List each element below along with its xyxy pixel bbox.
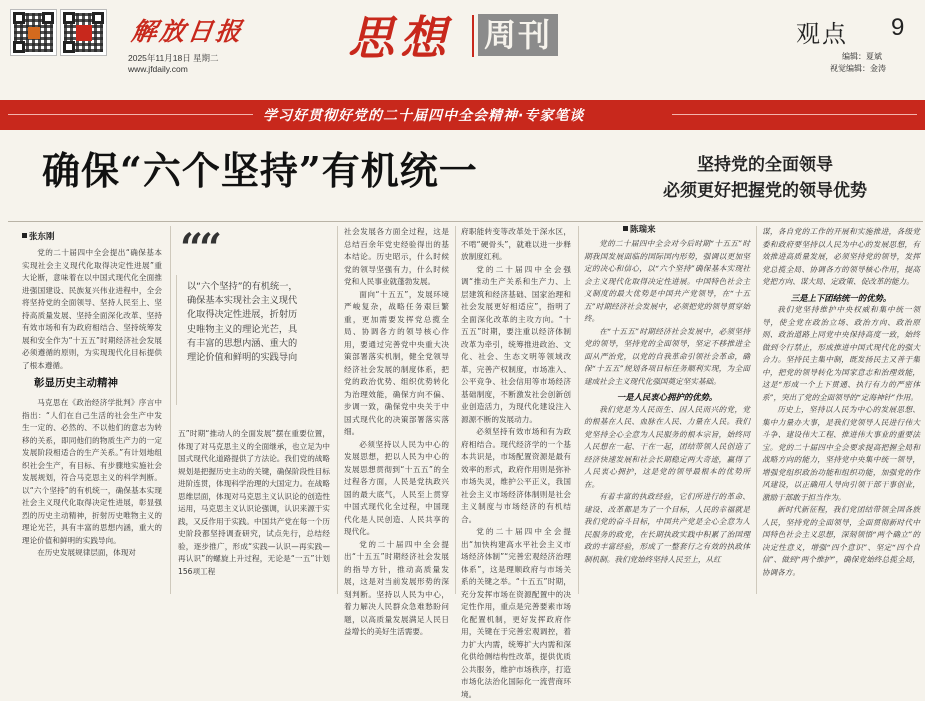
paragraph: 马克思在《政治经济学批判》序言中指出：“人们在自己生活的社会生产中发生一定的、必然的、不以他们的意志为转移的关系，即同他们的物质生产力的一定发展阶段相适合的生产关系。”有计划地组织社会生产，有目标、有步骤地实施社会发展规划，符合马克思主义的科学判断。以“六个坚持”的有机统一，确保基本实现社会主义现代化取得决定性进展，彰显强烈的历史主动精神，折射历史唯物主义的理论光芒，具有丰富的思想内涵，重大的理论价值和鲜明的实践导向。 bbox=[22, 398, 162, 545]
paragraph: 在历史发展规律层面，体现对 bbox=[37, 548, 136, 557]
topic-banner-text: 学习好贯彻好党的二十届四中全会精神·专家笔谈 bbox=[263, 108, 585, 124]
article1-column-1-top bbox=[22, 247, 162, 370]
paragraph: 必须坚持以人民为中心的发展思想，把以人民为中心的发展思想贯彻到“十五五”的全过程各方面，人民是党执政兴国的最大底气，人民至上贯穿中国式现代化全过程，中国现代化是人民创造、人民共享的现代化。 bbox=[344, 439, 449, 536]
pull-quote-rule bbox=[176, 275, 177, 405]
article1-byline bbox=[22, 230, 55, 242]
paragraph: 有着丰富的执政经验，它们所进行的革命、建设、改革都是为了一个目标，人民的幸福就是我们党的奋斗目标，中国共产党是全心全意为人民服务的政党，在长期执政实践中积累了治国理政的丰富经验，形成了一整套行之有效的执政体制机制。我们党始终坚持人民至上，从红 bbox=[584, 492, 750, 564]
section-heading: 彰显历史主动精神 bbox=[34, 377, 118, 389]
article2-column-2 bbox=[762, 226, 920, 594]
app-qr-code-icon bbox=[60, 9, 107, 56]
paragraph: 我们党是为人民而生、因人民而兴的党，党的根基在人民、血脉在人民、力量在人民。我们党坚持全心全意为人民服务的根本宗旨，始终同人民想在一起、干在一起，团结带领人民创造了经济快速发展和社会长期稳定两大奇迹，赢得了人民衷心拥护，这是党的领导最根本的优势所在。 bbox=[584, 404, 750, 489]
article1-column-3 bbox=[344, 226, 449, 636]
paragraph: 必须坚持有效市场和有为政府相结合。现代经济学的一个基本共识是，市场配置资源是最有效率的形式，政府作用则是弥补市场失灵，维护公平正义，我国社会主义市场经济体制则是社会主义制度与市场经济的有机结合。 bbox=[461, 427, 571, 524]
column-divider bbox=[756, 226, 757, 594]
topic-banner bbox=[0, 100, 925, 130]
paragraph: 党的二十届四中全会强调“推动生产关系和生产力、上层建筑和经济基础、国家治理和社会发展更好相适应”，指明了全面深化改革的主攻方向。“十五五”时期，要注重以经济体制改革为牵引，统筹推进政治、文化、社会、生态文明等领域改革，完善产权制度，市场准入、公平竞争、社会信用等市场经济基础制度，不断激发社会创新创业创造活力，为现代化建设注入源源不断的发展动力。 bbox=[461, 264, 571, 424]
paragraph: 社会发展各方面全过程，这是总结百余年党史经验得出的基本结论。历史昭示，什么时候党的领导坚强有力，什么时候党和人民事业就蓬勃发展。 bbox=[344, 227, 449, 286]
article1-column-4 bbox=[461, 226, 571, 699]
brand-divider bbox=[472, 15, 474, 57]
paragraph: 新时代新征程，我们党团结带领全国各族人民，坚持党的全面领导，全面贯彻新时代中国特色社会主义思想，深刻领悟“两个确立”的决定性意义，增强“四个意识”、坚定“四个自信”、做到“两个维护”，确保党始终总揽全局，协调各方。 bbox=[762, 505, 920, 577]
section-subheading: 三是上下团结统一的优势。 bbox=[790, 292, 892, 303]
brand-title: 思想 bbox=[348, 11, 452, 65]
paragraph: 府职能转变等改革处于深水区，不啃“硬骨头”，就难以进一步释放制度红利。 bbox=[461, 227, 571, 261]
paper-url[interactable]: www.jfdaily.com bbox=[128, 64, 188, 74]
masthead bbox=[0, 0, 925, 96]
brand-weekly-label: 周刊 bbox=[478, 14, 558, 56]
article2-subhead-line2: 必须更好把握党的领导优势 bbox=[663, 181, 867, 201]
column-divider bbox=[337, 226, 338, 594]
paper-logo: 解放日报 bbox=[129, 17, 246, 46]
article1-column-1-bottom bbox=[22, 397, 162, 594]
column-divider bbox=[170, 226, 171, 594]
paragraph: 在“十五五”时期经济社会发展中，必须坚持党的领导，坚持党的全面领导，坚定不移推进全面从严治党，以党的自我革命引领社会革命，确保“十五五”规划各项目标任务顺利实现，为全面建成社会主义现代化强国奠定坚实基础。 bbox=[584, 326, 750, 386]
byline-author: 陈瑞来 bbox=[630, 225, 656, 235]
paragraph: 党的二十届四中全会提出“十五五”时期经济社会发展的指导方针，推动高质量发展，这是对当前发展形势的深刻判断。坚持以人民为中心，着力解决人民群众急难愁盼问题，以高质量发展满足人民日益增长的美好生活需要。 bbox=[344, 539, 449, 636]
headline-rule bbox=[8, 221, 923, 222]
paragraph: 党的二十届四中全会对今后时期“十五五”时期我国发展面临的国际国内形势，强调以更加坚定的决心和信心，以“六个坚持”确保基本实现社会主义现代化取得决定性进展。中国特色社会主义制度的最大优势是中国共产党领导，在“十五五”时期经济社会发展中，必须把党的领导贯穿始终。 bbox=[584, 239, 750, 323]
quote-glyph: “ bbox=[180, 225, 200, 272]
article1-column-2 bbox=[178, 428, 330, 594]
paragraph: 面向“十五五”，发展环境严峻复杂，战略任务艰巨繁重，更加需要发挥党总揽全局、协调各方的领导核心作用，要通过完善党中央重大决策部署落实机制，健全党领导经济社会发展的制度体系，把党的政治优势、组织优势转化为治理效能，确保方向不偏、步调一致，确保党中央关于中国式现代化的决策部署落实落细。 bbox=[344, 289, 449, 436]
paragraph: 谋，各自党的工作的开展和实施推进，各级党委和政府要坚持以人民为中心的发展思想，有效推进高质量发展，必须坚持党的领导，发挥党总揽全局、协调各方的领导核心作用，提高党把方向、谋大局、定政策、促改革的能力。 bbox=[762, 227, 920, 286]
editor-credit: 编辑：夏斌 bbox=[842, 52, 882, 61]
issue-date: 2025年11月18日 星期二 bbox=[128, 53, 219, 63]
byline-author: 张东刚 bbox=[29, 232, 55, 242]
article-divider bbox=[578, 226, 579, 594]
column-divider bbox=[455, 226, 456, 594]
qr-code-icon bbox=[10, 9, 57, 56]
quote-glyph: “ bbox=[199, 225, 219, 272]
banner-rule-right bbox=[672, 114, 917, 115]
paragraph: 党的二十届四中全会提出“加快构建高水平社会主义市场经济体制”“完善宏观经济治理体系”，这是理顺政府与市场关系的关键之举。“十五五”时期，充分发挥市场在资源配置中的决定性作用，重点是完善要素市场化配置机制，更好发挥政府作用，关键在于完善宏观调控，着力扩大内需，统筹扩大内需和深化供给侧结构性改革，提供优质公共服务，维护市场秩序，打造市场化法治化国际化一流营商环境。 bbox=[461, 527, 571, 699]
section-subheading: 一是人民衷心拥护的优势。 bbox=[616, 392, 718, 402]
byline-square-icon bbox=[22, 233, 27, 238]
quote-marks-icon bbox=[180, 225, 219, 272]
paragraph: 党的二十届四中全会提出“确保基本实现社会主义现代化取得决定性进展”重大论断，意味着在以中国式现代化全面推进强国建设、民族复兴伟业进程中，全会将坚持党的全面领导、坚持人民至上、坚持高质量发展、坚持全面深化改革、坚持有效市场和有为政府相结合、坚持统筹发展和安全作为“十五五”时期经济社会发展必须遵循的原则，为实现现代化目标提供了根本遵循。 bbox=[22, 248, 162, 370]
byline-square-icon bbox=[623, 226, 628, 231]
article2-subhead-line1: 坚持党的全面领导 bbox=[697, 155, 833, 175]
article2-byline bbox=[623, 223, 656, 235]
paragraph: 我们党坚持维护中央权威和集中统一领导，使全党在政治立场、政治方向、政治原则、政治道路上同党中央保持高度一致，始终做到令行禁止，形成推进中国式现代化的强大合力。坚持民主集中制，既发扬民主又善于集中，把党的领导转化为国家意志和治理效能，这是“形成一个上下贯通、执行有力的严密体系”，突出了党的全面领导的“定海神针”作用。 bbox=[762, 305, 920, 402]
article-headline: 确保“六个坚持”有机统一 bbox=[42, 148, 478, 193]
paragraph: 历史上，坚持以人民为中心的发展思想、集中力量办大事，是我们党领导人民进行伟大斗争、建设伟大工程、推进伟大事业的重要法宝。党的二十届四中全会要求提高把握全局和战略方向的能力，坚持党中央集中统一领导，增强党组织政治功能和组织功能，加强党的作风建设，以正确用人导向引领干部干事创业，激励干部敢于担当作为。 bbox=[762, 405, 920, 502]
banner-rule-left bbox=[8, 114, 253, 115]
paragraph: 五”时期“推动人的全面发展”摆在重要位置，体现了对马克思主义的全面继承，也立足为中国式现代化道路提供了方法论。我们党的战略规划是把握历史主动的关键，确保阶段性目标进阶连贯，体现科学治理的大国定力。在战略思维层面，体现对马克思主义认识论的创造性运用，马克思主义认识论强调，认识来源于实践，又反作用于实践。中国共产党在每一个历史阶段都坚持调查研究，试点先行，总结经验，逐步推广，形成“实践—认识—再实践—再认识”的螺旋上升过程，无论是“一五”计划156项工程 bbox=[178, 429, 330, 576]
section-name: 观点 bbox=[796, 21, 848, 48]
designer-credit: 视觉编辑：金涛 bbox=[830, 64, 886, 73]
page-number: 9 bbox=[891, 14, 905, 41]
pull-quote: 以“六个坚持”的有机统一，确保基本实现社会主义现代化取得决定性进展，折射历史唯物主义的理论光芒，具有丰富的思想内涵、重大的理论价值和鲜明的实践导向 bbox=[187, 281, 298, 364]
article2-column-1 bbox=[584, 238, 750, 594]
